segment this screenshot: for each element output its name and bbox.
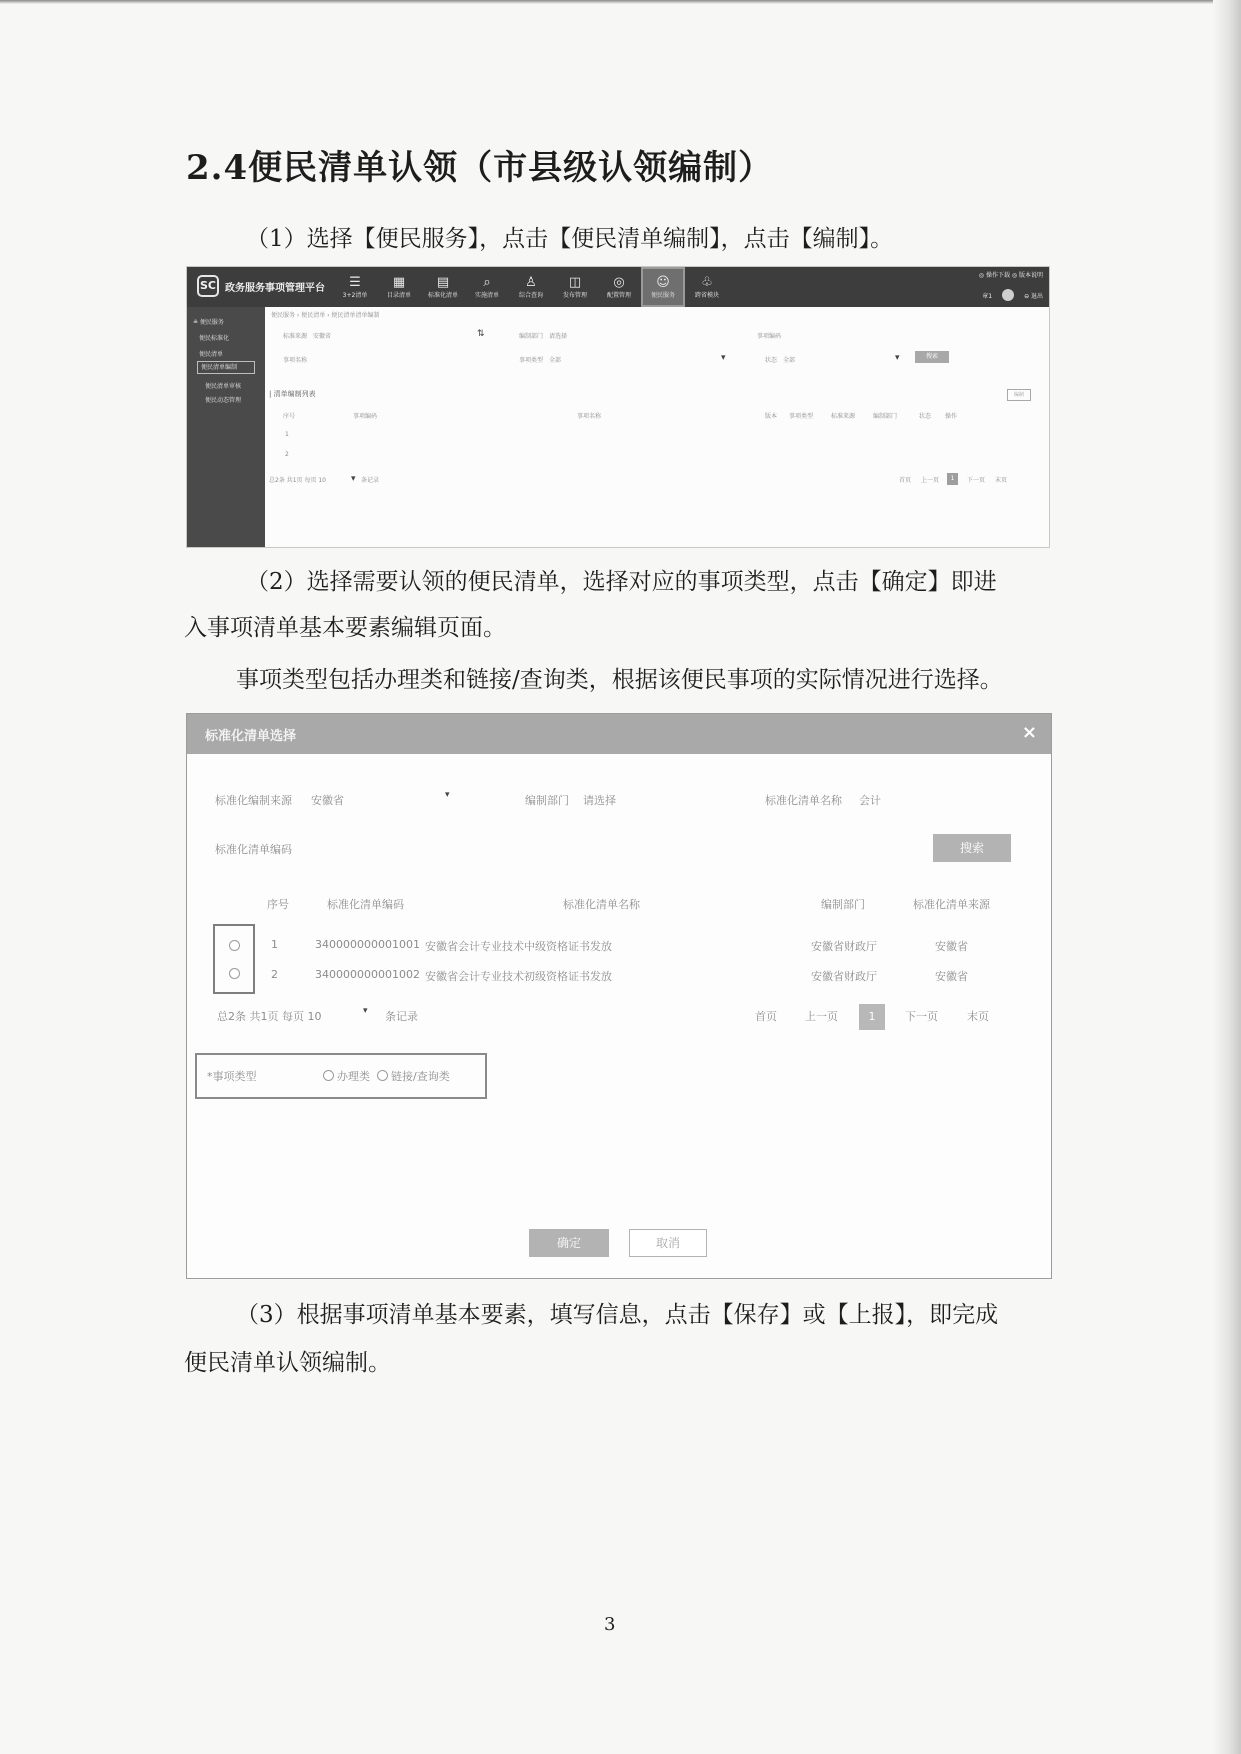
type-label: 事项类型 xyxy=(519,357,544,364)
name-label: 标准化清单名称 xyxy=(765,794,842,807)
col-status: 状态 xyxy=(919,413,932,420)
cancel-button[interactable]: 取消 xyxy=(629,1229,707,1257)
dept-value[interactable]: 请选择 xyxy=(549,333,568,340)
row1-dept: 安徽省财政厅 xyxy=(811,940,877,953)
row1-code: 340000000001001 xyxy=(315,938,420,951)
dept-select[interactable]: 请选择 xyxy=(583,794,616,807)
avatar[interactable] xyxy=(1002,289,1014,301)
pager-first[interactable]: 首页 xyxy=(755,1010,777,1023)
row-select-highlight xyxy=(213,924,255,994)
nav-implementation[interactable]: ⌕ 实施清单 xyxy=(474,274,499,299)
chevron-down-icon[interactable]: ▾ xyxy=(351,474,356,484)
confirm-button[interactable]: 确定 xyxy=(529,1229,609,1257)
source-label: 标准来源 xyxy=(283,333,308,340)
col-seq: 序号 xyxy=(267,898,289,911)
main-content xyxy=(265,307,1050,548)
type-radio-link[interactable] xyxy=(377,1070,388,1081)
row2-source: 安徽省 xyxy=(935,970,968,983)
search-button[interactable]: 搜索 xyxy=(915,351,949,363)
pager-prev[interactable]: 上一页 xyxy=(805,1010,838,1023)
scan-edge-right xyxy=(1213,0,1241,1754)
user-area xyxy=(982,289,1043,301)
status-label: 状态 xyxy=(765,357,778,364)
add-button[interactable]: 编制 xyxy=(1007,389,1031,401)
pager-summary: 总2条 共1页 每页 10 xyxy=(217,1010,322,1023)
sidebar-item-list-review[interactable]: 便民清单审核 xyxy=(205,383,242,390)
nav-standard-list[interactable]: ▤ 标准化清单 xyxy=(427,274,458,299)
chevron-down-icon[interactable]: ▾ xyxy=(721,353,726,363)
pager-first[interactable]: 首页 xyxy=(899,477,912,484)
mobile-icon: ♧ xyxy=(701,274,713,290)
dialog-header xyxy=(187,714,1051,754)
type-option-handle[interactable]: 办理类 xyxy=(337,1070,370,1083)
nav-query[interactable]: ♙ 综合查询 xyxy=(518,274,543,299)
top-bar xyxy=(187,267,1050,307)
nav-cross-province[interactable]: ♧ 跨省模块 xyxy=(694,274,719,299)
pager-current[interactable]: 1 xyxy=(859,1004,885,1030)
step3-text-line2: 便民清单认领编制。 xyxy=(184,1350,391,1376)
top-links[interactable]: ◎ 操作下载 ◎ 版本说明 xyxy=(978,272,1043,279)
doc-search-icon: ⌕ xyxy=(483,274,491,290)
table-row[interactable]: 2 xyxy=(285,451,289,458)
code-label: 标准化清单编码 xyxy=(215,843,292,856)
nav-catalog[interactable]: ▦ 目录清单 xyxy=(386,274,411,299)
table-row[interactable]: 1 xyxy=(285,431,289,438)
code-label: 事项编码 xyxy=(757,333,782,340)
col-action: 操作 xyxy=(945,413,958,420)
sidebar-group-standard[interactable]: 便民标准化 xyxy=(199,335,230,342)
row2-code: 340000000001002 xyxy=(315,968,420,981)
clipboard-icon: ▤ xyxy=(436,274,450,290)
list-icon: ☰ xyxy=(349,274,361,290)
type-option-link[interactable]: 链接/查询类 xyxy=(391,1070,450,1083)
step3-text-line1: （3）根据事项清单基本要素，填写信息，点击【保存】或【上报】，即完成 xyxy=(236,1302,999,1328)
app-title: 政务服务事项管理平台 xyxy=(225,283,325,294)
pager-summary: 总2条 共1页 每页 10 xyxy=(269,477,326,484)
step2-text-line1: （2）选择需要认领的便民清单，选择对应的事项类型，点击【确定】即进 xyxy=(246,569,997,595)
row2-seq: 2 xyxy=(271,968,278,981)
screenshot-list-page xyxy=(186,266,1050,548)
row-radio-1[interactable] xyxy=(229,940,240,951)
source-value[interactable]: 安徽省 xyxy=(313,333,332,340)
chevron-down-icon[interactable]: ▾ xyxy=(895,353,900,363)
catalog-icon: ▦ xyxy=(392,274,406,290)
app-logo: SC xyxy=(197,275,219,297)
pager-next[interactable]: 下一页 xyxy=(905,1010,938,1023)
nav-3-2-list[interactable]: ☰ 3+2清单 xyxy=(342,274,368,299)
scan-edge xyxy=(0,0,1241,4)
pager-last[interactable]: 末页 xyxy=(967,1010,989,1023)
col-name: 标准化清单名称 xyxy=(563,898,640,911)
pager-current[interactable]: 1 xyxy=(947,473,958,485)
source-label: 标准化编制来源 xyxy=(215,794,292,807)
chevron-down-icon[interactable]: ▾ xyxy=(363,1006,368,1016)
chevron-down-icon[interactable]: ⇅ xyxy=(477,329,485,339)
pager-summary-tail: 条记录 xyxy=(361,477,380,484)
row1-seq: 1 xyxy=(271,938,278,951)
col-source: 标准来源 xyxy=(831,413,856,420)
name-label: 事项名称 xyxy=(283,357,308,364)
nav-convenience-service[interactable]: ☺ 便民服务 xyxy=(641,267,685,307)
col-version: 版本 xyxy=(765,413,778,420)
col-code: 标准化清单编码 xyxy=(327,898,404,911)
user-search-icon: ♙ xyxy=(525,274,537,290)
main-nav xyxy=(333,267,729,307)
page-number: 3 xyxy=(604,1614,616,1635)
item-type-highlight xyxy=(195,1053,487,1099)
row1-source: 安徽省 xyxy=(935,940,968,953)
row2-name[interactable]: 安徽省会计专业技术初级资格证书发放 xyxy=(425,970,612,983)
nav-publish[interactable]: ◫ 发布管理 xyxy=(562,274,587,299)
col-dept: 编制部门 xyxy=(873,413,898,420)
section-heading: 2.4便民清单认领（市县级认领编制） xyxy=(186,148,774,188)
standard-list-select-dialog xyxy=(186,713,1052,1279)
status-value[interactable]: 全部 xyxy=(783,357,796,364)
sidebar xyxy=(187,307,265,548)
nav-config[interactable]: ◎ 配置管理 xyxy=(606,274,631,299)
pager-prev[interactable]: 上一页 xyxy=(921,477,940,484)
close-icon[interactable]: × xyxy=(1021,722,1037,743)
sidebar-item-dynamic[interactable]: 便民动态管理 xyxy=(205,397,242,404)
step2-note: 事项类型包括办理类和链接/查询类，根据该便民事项的实际情况进行选择。 xyxy=(236,667,1003,693)
type-radio-handle[interactable] xyxy=(323,1070,334,1081)
sidebar-group-list[interactable]: 便民清单 xyxy=(199,351,224,358)
name-input[interactable]: 会计 xyxy=(859,794,881,807)
list-title: | 清单编制列表 xyxy=(269,390,316,398)
dialog-title: 标准化清单选择 xyxy=(205,729,297,744)
sidebar-root[interactable]: ≗ 便民服务 xyxy=(193,319,224,326)
dept-label: 编制部门 xyxy=(519,333,544,340)
item-type-label: *事项类型 xyxy=(207,1070,257,1083)
chevron-down-icon[interactable]: ▾ xyxy=(445,790,450,800)
row-radio-2[interactable] xyxy=(229,968,240,979)
type-value[interactable]: 全部 xyxy=(549,357,562,364)
col-dept: 编制部门 xyxy=(821,898,865,911)
sidebar-item-list-edit[interactable]: 便民清单编制 xyxy=(197,361,255,374)
pager-summary-tail: 条记录 xyxy=(385,1010,418,1023)
row1-name[interactable]: 安徽省会计专业技术中级资格证书发放 xyxy=(425,940,612,953)
source-select[interactable]: 安徽省 xyxy=(311,794,344,807)
logout-link[interactable]: ⊖ 退出 xyxy=(1024,292,1043,300)
col-type: 事项类型 xyxy=(789,413,814,420)
step2-text-line2: 入事项清单基本要素编辑页面。 xyxy=(184,615,506,641)
pager-next[interactable]: 下一页 xyxy=(967,477,986,484)
convenience-icon: ☺ xyxy=(656,274,670,290)
publish-icon: ◫ xyxy=(568,274,582,290)
search-button[interactable]: 搜索 xyxy=(933,834,1011,862)
col-name: 事项名称 xyxy=(577,413,602,420)
row2-dept: 安徽省财政厅 xyxy=(811,970,877,983)
pager-last[interactable]: 末页 xyxy=(995,477,1008,484)
breadcrumb: 便民服务 › 便民清单 › 便民清单清单编制 xyxy=(271,312,380,319)
col-seq: 序号 xyxy=(283,413,296,420)
user-label: 章1 xyxy=(982,292,993,300)
step1-text: （1）选择【便民服务】，点击【便民清单编制】，点击【编制】。 xyxy=(246,226,894,252)
dept-label: 编制部门 xyxy=(525,794,569,807)
settings-icon: ◎ xyxy=(613,274,625,290)
col-source: 标准化清单来源 xyxy=(913,898,990,911)
col-code: 事项编码 xyxy=(353,413,378,420)
